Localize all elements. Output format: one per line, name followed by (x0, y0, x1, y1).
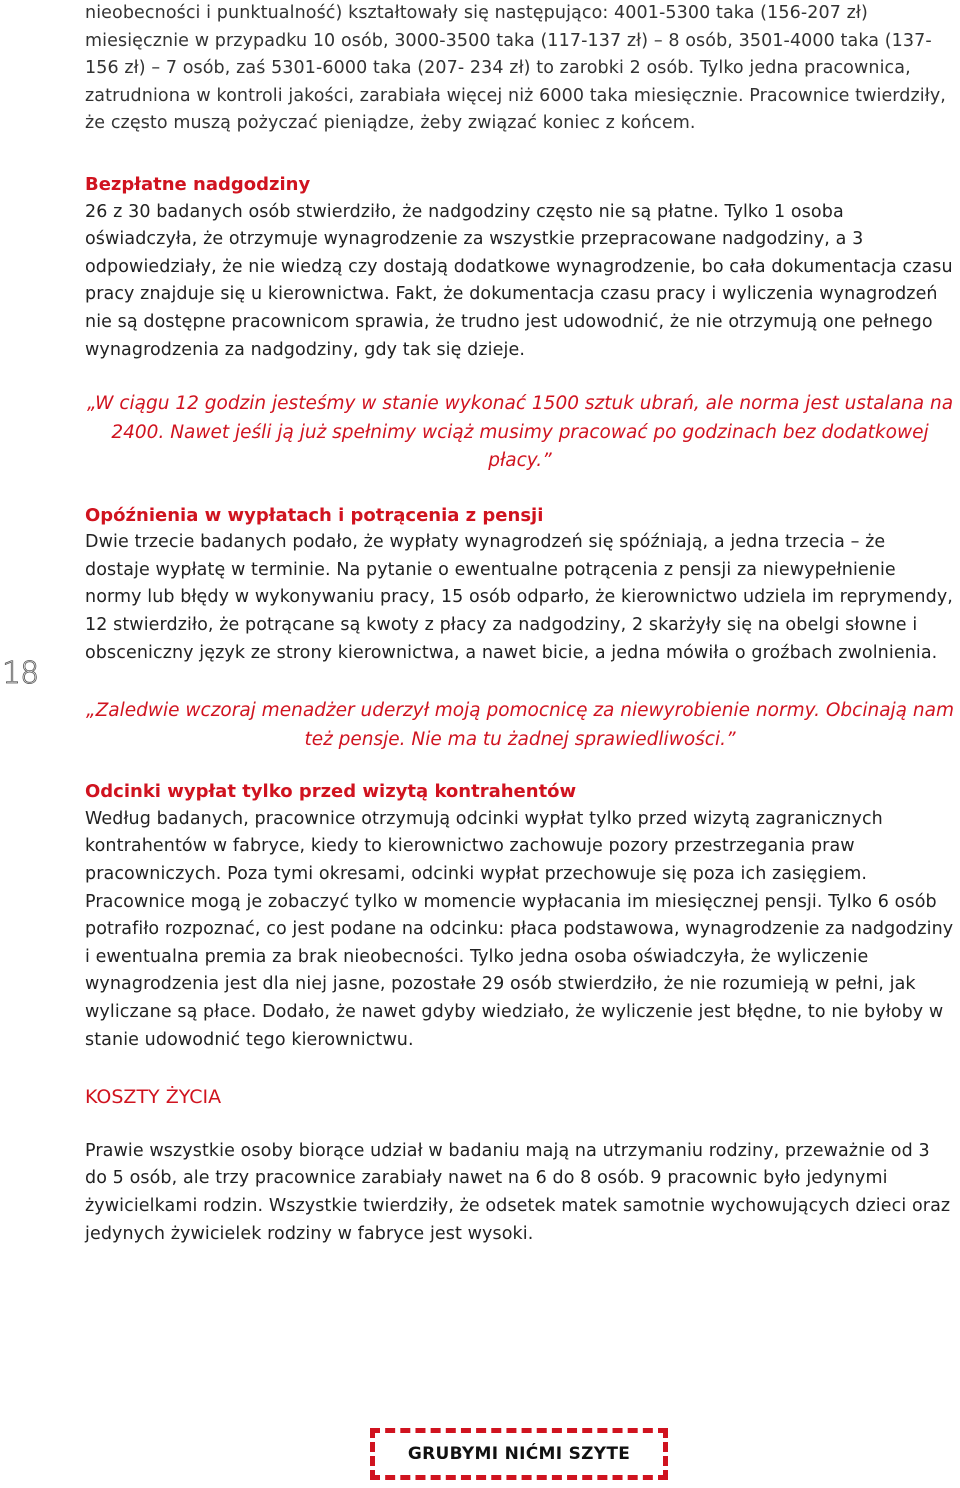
footer-publication-title-box (370, 1428, 668, 1480)
intro-paragraph: nieobecności i punktualność) kształtowały się następująco: 4001-5300 taka (156-207 zł) miesięcznie w przypadku 10 osób, 3000-3500 taka (117-137 zł) – 8 osób, 3501-4000 taka (137-156 zł) – 7 osób, zaś 5301-6000 taka (207- 234 zł) to zarobki 2 osób. Tylko jedna pracownica, zatrudniona w kontroli jakości, zarabiała więcej niż 6000 taka miesięcznie. Pracownice twierdziły, że często muszą pożyczać pieniądze, żeby związać koniec z końcem. (85, 3, 946, 134)
quote-manager-violence: „Zaledwie wczoraj menadżer uderzył moją pomocnicę za niewyrobienie normy. Obcinają nam też pensje. Nie ma tu żadnej sprawiedliwości.” (86, 700, 954, 750)
quote-production-norm: „W ciągu 12 godzin jesteśmy w stanie wykonać 1500 sztuk ubrań, ale norma jest ustalana na 2400. Nawet jeśli ją już spełnimy wciąż musimy pracować po godzinach bez dodatkowej płacy.” (86, 393, 954, 472)
footer-publication-title: GRUBYMI NIĆMI SZYTE (407, 1444, 631, 1464)
page-number: 18 (2, 656, 39, 691)
section-heading-pay-slips: Odcinki wypłat tylko przed wizytą kontrahentów (85, 781, 577, 803)
section-heading-payment-delays: Opóźnienia w wypłatach i potrącenia z pensji (85, 504, 544, 526)
page-content (85, 0, 955, 1248)
section-body-cost-of-living: Prawie wszystkie osoby biorące udział w badaniu mają na utrzymaniu rodziny, przeważnie od 3 do 5 osób, ale trzy pracownice zarabiały nawet na 6 do 8 osób. 9 pracownic było jedynymi żywicielkami rodzin. Wszystkie twierdziły, że odsetek matek samotnie wychowujących dzieci oraz jedynych żywicielek rodziny w fabryce jest wysoki. (85, 1140, 951, 1244)
section-title-cost-of-living: KOSZTY ŻYCIA (85, 1086, 222, 1109)
section-body-pay-slips: Według badanych, pracownice otrzymują odcinki wypłat tylko przed wizytą zagranicznych kontrahentów w fabryce, kiedy to kierownictwo zachowuje pozory przestrzegania praw pracowniczych. Poza tymi okresami, odcinki wypłat przechowuje się poza ich zasięgiem. Pracownice mogą je zobaczyć tylko w momencie wypłacania im miesięcznej pensji. Tylko 6 osób potrafiło rozpoznać, co jest podane na odcinku: płaca podstawowa, wynagrodzenie za nadgodziny i ewentualna premia za brak nieobecności. Tylko jedna osoba oświadczyła, że wyliczenie wynagrodzenia jest dla niej jasne, pozostałe 29 osób stwierdziło, że nie rozumieją w pełni, jak wyliczane są płace. Dodało, że nawet gdyby wiedziało, że wyliczenie jest błędne, to nie byłoby w stanie udowodnić tego kierownictwu. (85, 808, 954, 1050)
section-heading-unpaid-overtime: Bezpłatne nadgodziny (85, 173, 311, 195)
section-body-payment-delays: Dwie trzecie badanych podało, że wypłaty wynagrodzeń się spóźniają, a jedna trzecia – że dostaje wypłatę w terminie. Na pytanie o ewentualne potrącenia z pensji za niewypełnienie normy lub błędy w wykonywaniu pracy, 15 osób odparło, że kierownictwo udziela im reprymendy, 12 stwierdziło, że potrącane są kwoty z płacy za nadgodziny, 2 skarżyły się na obelgi słowne i obsceniczny język ze strony kierownictwa, a nawet bicie, a jedna mówiła o groźbach zwolnienia. (85, 532, 953, 663)
section-body-unpaid-overtime: 26 z 30 badanych osób stwierdziło, że nadgodziny często nie są płatne. Tylko 1 osoba oświadczyła, że otrzymuje wynagrodzenie za wszystkie przepracowane nadgodziny, a 3 odpowiedziały, że nie wiedzą czy dostają dodatkowe wynagrodzenie, bo cała dokumentacja czasu pracy znajduje się u kierownictwa. Fakt, że dokumentacja czasu pracy i wyliczenia wynagrodzeń nie są dostępne pracownicom sprawia, że trudno jest udowodnić, że nie otrzymują one pełnego wynagrodzenia za nadgodziny, gdy tak się dzieje. (85, 201, 953, 360)
